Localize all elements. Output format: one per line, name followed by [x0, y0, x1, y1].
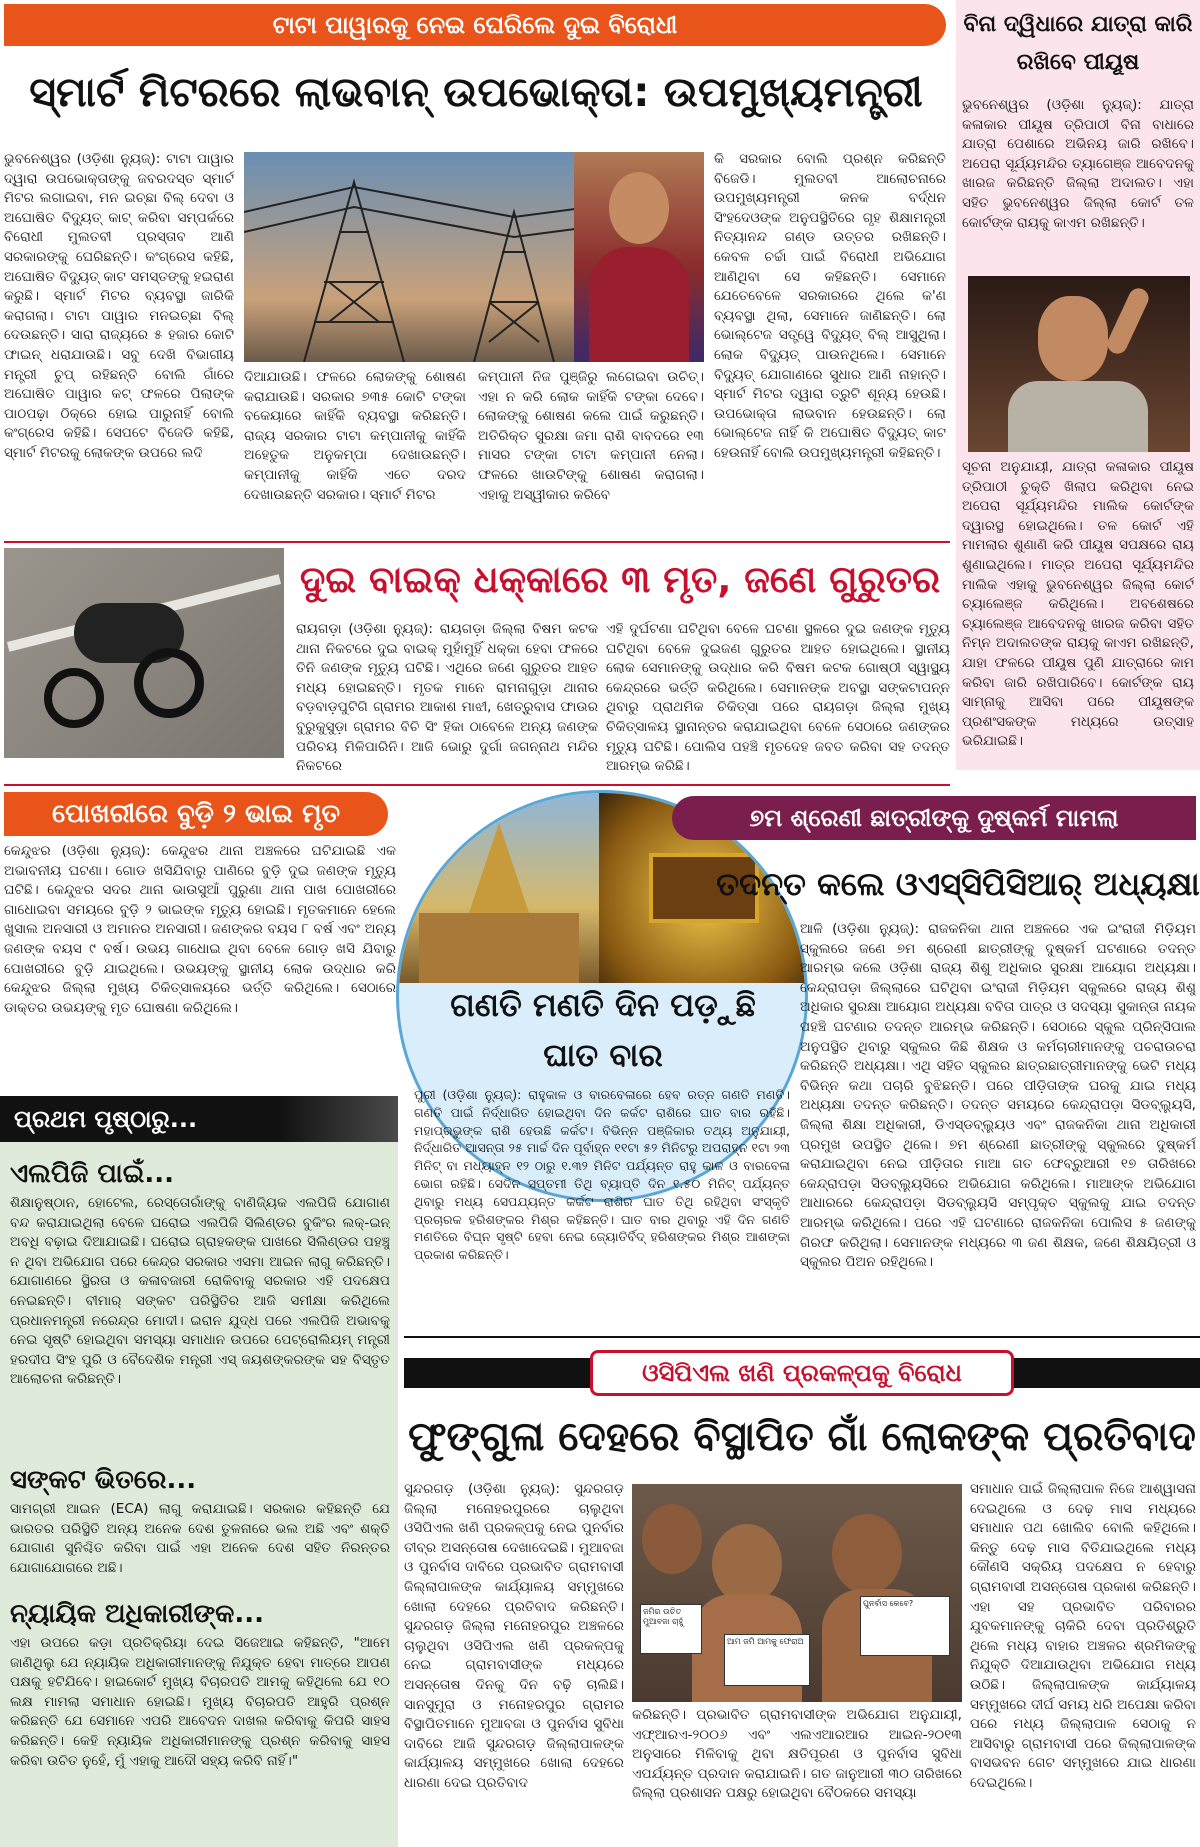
story1-headline: ସ୍ମାର୍ଟ ମିଟରରେ ଲାଭବାନ୍ ଉପଭୋକ୍ତା: ଉପମୁଖ୍ୟମନ୍ତ୍ରୀ — [29, 68, 923, 116]
politician-portrait-photo — [574, 152, 704, 362]
story1-col1: ଭୁବନେଶ୍ୱର (ଓଡ଼ିଶା ନ୍ୟୁଜ୍): ଟାଟା ପାୱାର ଦ୍ୱାରା ଉପଭୋକ୍ତାଙ୍କୁ ଜବରଦସ୍ତ ସ୍ମାର୍ଟ ମିଟର ଲଗାଇବା, ମନ ଇଚ୍ଛା ବିଲ୍ ଦେବା ଓ ଅଘୋଷିତ ବିଦ୍ୟୁତ୍ କାଟ୍ କରିବା ସମ୍ପର୍କରେ ବିରୋଧୀ ମୁଲତବୀ ପ୍ରସ୍ତାବ ଆଣି ସରକାରଙ୍କୁ ଘେରିଛନ୍ତି। କଂଗ୍ରେସ କହିଛି, ଅଘୋଷିତ ବିଦ୍ୟୁତ୍ କାଟ ସମସ୍ତଙ୍କୁ ହଇରାଣ କରୁଛି। ସ୍ମାର୍ଟ ମିଟର ବ୍ୟବସ୍ଥା ଜାରିକି କରାଗଲା। ଟାଟା ପାୱାର ମନଇଚ୍ଛା ବିଲ୍ ଦେଉଛନ୍ତି। ସାରା ରାଜ୍ୟରେ ୫ ହଜାର କୋଟି ଫାଇନ୍ ଧରାଯାଉଛି। ସବୁ ଦେଖି ବିଭାଗୀୟ ମନ୍ତ୍ରୀ ଚୁପ୍ ରହିଛନ୍ତି ବୋଲି ଗାଁରେ ଅଘୋଷିତ ପାୱାର କଟ୍ ଫଳରେ ପିଲାଙ୍କ ପାଠପଢ଼ା ଠିକ୍‌ରେ ହୋଇ ପାରୁନାହିଁ ବୋଲି କଂଗ୍ରେସ କହିଛି। ସେପଟେ ବିଜେଡି କହିଛି, ସ୍ମାର୍ଟ ମିଟରକୁ ଲୋକଙ୍କ ଉପରେ ଲଦି — [4, 151, 234, 461]
story3-headline-banner: ପୋଖରୀରେ ବୁଡ଼ି ୨ ଭାଇ ମୃତ — [4, 792, 388, 836]
continued-heading-judicial: ନ୍ୟାୟିକ ଅଧିକାରୀଙ୍କ... — [10, 1599, 265, 1629]
story5-headline: ତଦନ୍ତ କଲେ ଓଏସ୍‌ସିପିସିଆର୍ ଅଧ୍ୟକ୍ଷା — [716, 865, 1200, 903]
story1-col2: ଦିଆଯାଉଛି। ଫଳରେ ଲୋକଙ୍କୁ ଶୋଷଣ କରାଯାଉଛି। ସରକାର ୭୩୫ କୋଟି ଟଙ୍କା ବକେୟାରେ କାହିଁକି ବ୍ୟବସ୍ଥା କରିଛନ୍ତି। ରାଜ୍ୟ ସରକାର ଟାଟା କମ୍ପାନୀକୁ କାହିଁକି ଅହେତୁକ ଅନୁକମ୍ପା ଦେଖାଉଛନ୍ତି। କମ୍ପାନୀକୁ କାହିଁକି ଏତେ ଦରଦ ଦେଖାଉଛନ୍ତି ସରକାର। ସ୍ମାର୍ଟ ମିଟର — [244, 369, 466, 503]
continued-body-judicial: ଏହା ଉପରେ କଡ଼ା ପ୍ରତିକ୍ରିୟା ଦେଇ ସିଜେଆଇ କହିଛନ୍ତି, "ଆମେ ଜାଣିଥିଲୁ ଯେ ନ୍ୟାୟିକ ଅଧିକାରୀମାନଙ୍କୁ ନିଯୁକ୍ତ ହେବା ମାତ୍ରେ ଆପଣ ପକ୍ଷକୁ ହଟିଯିବେ। ହାଇକୋର୍ଟ ମୁଖ୍ୟ ବିଚାରପତି ଆମକୁ କହିଥିଲେ ଯେ ୧୦ ଲକ୍ଷ ମାମଲା ସମାଧାନ ହୋଇଛି। ମୁଖ୍ୟ ବିଚାରପତି ଆହୁରି ପ୍ରଶ୍ନ କରିଛନ୍ତି ଯେ ସେମାନେ ଏପରି ଆବେଦନ ଦାଖଲ କରିବାକୁ କିପରି ସାହସ କରିଛନ୍ତି। କେହି ନ୍ୟାୟିକ ଅଧିକାରୀମାନଙ୍କୁ ପ୍ରଶ୍ନ କରିବାକୁ ସାହସ କରିବା ଉଚିତ ନୁହେଁ, ମୁଁ ଏହାକୁ ଆଦୌ ସହ୍ୟ କରିବି ନାହିଁ।" — [10, 1635, 390, 1769]
side-story-intro: ଭୁବନେଶ୍ୱର (ଓଡ଼ିଶା ନ୍ୟୁଜ୍): ଯାତ୍ରା କଳାକାର ପୀୟୂଷ ତ୍ରିପାଠୀ ବିନା ବାଧାରେ ଯାତ୍ରା ପେଶାରେ ଅଭିନୟ ଜାରି ରଖିବେ। ଅପେରା ସୂର୍ଯ୍ୟମନ୍ଦିର ତ୍ୟାଗେଞ୍ଜ ଆବେଦନକୁ ଖାରଜ କରିଛନ୍ତି ଜିଲ୍ଲା ଅଦାଲତ। ଏହା ସହିତ ଭୁବନେଶ୍ୱର ଜିଲ୍ଲା କୋର୍ଟ ତଳ କୋର୍ଟଙ୍କ ରାୟକୁ କାଏମ ରଖିଛନ୍ତି। — [962, 97, 1194, 231]
story5-body: ଆଳି (ଓଡ଼ିଶା ନ୍ୟୁଜ୍): ରାଜକନିକା ଥାନା ଅଞ୍ଚଳରେ ଏକ ଇଂରାଜୀ ମିଡ଼ିୟମ ସ୍କୁଲରେ ଜଣେ ୭ମ ଶ୍ରେଣୀ ଛାତ୍ରୀଙ୍କୁ ଦୁଷ୍କର୍ମ ଘଟଣାରେ ତଦନ୍ତ ଆରମ୍ଭ କଲେ ଓଡ଼ିଶା ରାଜ୍ୟ ଶିଶୁ ଅଧିକାର ସୁରକ୍ଷା ଆୟୋଗ ଅଧ୍ୟକ୍ଷା। କେନ୍ଦ୍ରାପଡ଼ା ଜିଲ୍ଲାରେ ଘଟିଥିବା ଇଂରାଜୀ ମିଡ଼ିୟମ ସ୍କୁଲରେ ରାଜ୍ୟ ଶିଶୁ ଅଧିକାର ସୁରକ୍ଷା ଆୟୋଗ ଅଧ୍ୟକ୍ଷା ବବିତା ପାତ୍ର ଓ ସଦସ୍ୟା ସୁକାନ୍ତା ନାୟକ ପହଞ୍ଚି ଘଟଣାର ତଦନ୍ତ ଆରମ୍ଭ କରିଛନ୍ତି। ସେଠାରେ ସ୍କୁଲ ପ୍ରିନ୍ସିପାଲ ଅନୁପସ୍ଥିତ ଥିବାରୁ ସ୍କୁଲର କିଛି ଶିକ୍ଷକ ଓ କର୍ମଚାରୀମାନଙ୍କୁ ପଚରାଉଚରା କରିଛନ୍ତି ଅଧ୍ୟକ୍ଷା। ଏଥି ସହିତ ସ୍କୁଲର ଛାତ୍ରଛାତ୍ରୀମାନଙ୍କୁ ଭେଟି ମଧ୍ୟ ବିଭିନ୍ନ କଥା ପଚାରି ବୁଝିଛନ୍ତି। ପରେ ପୀଡ଼ିତାଙ୍କ ଘରକୁ ଯାଇ ମଧ୍ୟ ଅଧ୍ୟକ୍ଷା ତଦନ୍ତ କରିଛନ୍ତି। ତଦନ୍ତ ସମୟରେ କେନ୍ଦ୍ରାପଡ଼ା ସିଡବ୍ଲ୍ୟୁସି, ଜିଲ୍ଲା ଶିକ୍ଷା ଅଧିକାରୀ, ଡିଏସ୍‌ଡବ୍ଲ୍ୟୁଓ ଏବଂ ରାଜକନିକା ଥାନା ଅଧିକାରୀ ପ୍ରମୁଖ ଉପସ୍ଥିତ ଥିଲେ। ୭ମ ଶ୍ରେଣୀ ଛାତ୍ରୀଙ୍କୁ ସ୍କୁଲରେ ଦୁଷ୍କର୍ମ କରାଯାଇଥିବା ନେଇ ପୀଡ଼ିତାର ମାଆ ଗତ ଫେବ୍ରୁଆରୀ ୧୭ ତାରିଖରେ କେନ୍ଦ୍ରାପଡ଼ା ସିଡବ୍ଲ୍ୟୁସିରେ ଅଭିଯୋଗ କରିଥିଲେ। ମାଆଙ୍କ ଅଭିଯୋଗ ଆଧାରରେ କେନ୍ଦ୍ରାପଡ଼ା ସିଡବ୍ଲ୍ୟୁସି ସମ୍ପୃକ୍ତ ସ୍କୁଲକୁ ଯାଇ ତଦନ୍ତ ଆରମ୍ଭ କରିଥିଲେ। ପରେ ଏହି ଘଟଣାରେ ରାଜକନିକା ପୋଲିସ ୫ ଜଣଙ୍କୁ ଗିରଫ କରିଥିଲା। ସେମାନଙ୍କ ମଧ୍ୟରେ ୩ ଜଣ ଶିକ୍ଷକ, ଜଣେ ଶିକ୍ଷୟିତ୍ରୀ ଓ ସ୍କୁଲର ପିଅନ ରହିଥିଲେ। — [800, 921, 1196, 1271]
protest-placard: ଆମ ଜମି ଆମକୁ ଫେରାଅ — [724, 1634, 810, 1686]
story5-kicker: ୭ମ ଶ୍ରେଣୀ ଛାତ୍ରୀଙ୍କୁ ଦୁଷ୍କର୍ମ ମାମଲା — [672, 796, 1196, 840]
story6-col3: ସମାଧାନ ପାଇଁ ଜିଲ୍ଲାପାଳ ନିଜେ ଆଶ୍ୱାସନା ଦେଇଥିଲେ ଓ ଦେଢ଼ ମାସ ମଧ୍ୟରେ ସମାଧାନ ପଥ ଖୋଲିବ ବୋଲି କହିଥିଲେ। କିନ୍ତୁ ଦେଢ଼ ମାସ ବିତିଯାଇଥିଲେ ମଧ୍ୟ କୌଣସି ସକ୍ରିୟ ପଦକ୍ଷେପ ନ ହେବାରୁ ଗ୍ରାମବାସୀ ଅସନ୍ତୋଷ ପ୍ରକାଶ କରିଛନ୍ତି। ଏହା ସହ ପ୍ରଭାବିତ ପରିବାରର ଯୁବକମାନଙ୍କୁ ଚାକିରି ଦେବା ପ୍ରତିଶ୍ରୁତି ଥିଲେ ମଧ୍ୟ ବାହାର ଅଞ୍ଚଳର ଶ୍ରମିକଙ୍କୁ ନିଯୁକ୍ତି ଦିଆଯାଉଥିବା ଅଭିଯୋଗ ମଧ୍ୟ ଉଠିଛି। ଜିଲ୍ଲାପାଳଙ୍କ କାର୍ଯ୍ୟାଳୟ ସମ୍ମୁଖରେ ଦୀର୍ଘ ସମୟ ଧରି ଅପେକ୍ଷା କରିବା ପରେ ମଧ୍ୟ ଜିଲ୍ଲାପାଳ ସେଠାକୁ ନ ଆସିବାରୁ ଗ୍ରାମବାସୀ ପରେ ଜିଲ୍ଲାପାଳଙ୍କ ବାସଭବନ ଗେଟ ସମ୍ମୁଖରେ ଯାଇ ଧାରଣା ଦେଇଥିଲେ। — [970, 1481, 1196, 1791]
story1-col3: କମ୍ପାନୀ ନିଜ ପୁଞ୍ଜିରୁ ଲଗେଇବା ଉଚିତ୍। ଏହା ନ କରି ଲୋକ କାହିଁକି ଟଙ୍କା ଦେବେ। ଲୋକଙ୍କୁ ଶୋଷଣ କଲେ ପାଇଁ କରୁଛନ୍ତି। ଅତିରିକ୍ତ ସୁରକ୍ଷା ଜମା ରାଶି ବାବଦରେ ୧୩ ମାସର ଟଙ୍କା ଟାଟା କମ୍ପାନୀ ନେଲା। ଫଳରେ ଖାଉଟିଙ୍କୁ ଶୋଷଣ କରାଗଲା। ଏହାକୁ ଅସ୍ୱୀକାର କରିବେ — [478, 369, 704, 503]
protest-placard: ପୁନର୍ବାସ କେବେ? — [860, 1596, 950, 1656]
story4-body: ପୁରୀ (ଓଡ଼ିଶା ନ୍ୟୁଜ୍): ରାହୁକାଳ ଓ ବାରବେଳାରେ ହେବ ରତ୍ନ ଗଣତି ମଣତି। ଗଣତି ପାଇଁ ନିର୍ଦ୍ଧାରିତ ହୋଇଥିବା ଦିନ କର୍କଟ ରାଶିରେ ଘାତ ବାର ରହିଛି। ମହାପ୍ରଭୁଙ୍କ ରାଶି ହେଉଛି କର୍କଟ। ବିଭିନ୍ନ ପଞ୍ଜିକାର ତଥ୍ୟ ଅନୁଯାୟୀ, ନିର୍ଦ୍ଧାରିତ ଆସନ୍ତା ୨୫ ମାର୍ଚ୍ଚ ଦିନ ପୂର୍ବାହ୍ନ ୧୧ଟା ୫୨ ମିନିଟରୁ ଅପରାହ୍ନ ୧ଟା ୨୩ ମିନିଟ୍ ବା ମଧ୍ୟାହ୍ନ ୧୨ ଠାରୁ ୧.୩୨ ମିନିଟ ପର୍ଯ୍ୟନ୍ତ ରାହୁ କାଳ ଓ ବାରବେଳା ଭୋଗ ରହିଛି। ସେଦିନ ସପ୍ତମୀ ତିଥି ବ୍ୟାପ୍ତି ଦିନ ୧.୫୦ ମିନିଟ୍ ପର୍ଯ୍ୟନ୍ତ ଥିବାରୁ ମଧ୍ୟ ସେପଯ୍ୟନ୍ତ କର୍କଟ ରାଶିର ଘାତ ତିଥି ରହିଥିବା ସଂସ୍କୃତି ପ୍ରଚାରକ ହରିଶଙ୍କର ମିଶ୍ର କହିଛନ୍ତି। ଘାତ ବାର ଥିବାରୁ ଏହି ଦିନ ଗଣତି ମଣତିରେ ବିଘ୍ନ ସୃଷ୍ଟି ହେବା ନେଇ ଜ୍ୟୋତିର୍ବିଦ୍ ହରିଶଙ୍କର ମିଶ୍ର ଆଶଙ୍କା ପ୍ରକାଶ କରିଛନ୍ତି। — [414, 1087, 790, 1263]
continued-body-lpg: ଶିକ୍ଷାନୁଷ୍ଠାନ, ହୋଟେଲ, ରେସ୍ତୋରାଁଙ୍କୁ ବାଣିଜ୍ୟିକ ଏଲପିଜି ଯୋଗାଣ ବନ୍ଦ କରାଯାଇଥିଲା ବେଳେ ଘରୋଇ ଏଲପିଜି ସିଲିଣ୍ଡର ବୁକିଂର ଲକ୍-ଇନ୍ ଅବଧି ବଢ଼ାଇ ଦିଆଯାଇଛି। ଘରୋଇ ଗ୍ରାହକଙ୍କ ପାଖରେ ସିଲିଣ୍ଡର ପହଞ୍ଚୁ ନ ଥିବା ଅଭିଯୋଗ ପରେ କେନ୍ଦ୍ର ସରକାର ଏସମା ଆଇନ ଲାଗୁ କରିଛନ୍ତି। ଯୋଗାଣରେ ସ୍ଥିରତା ଓ କଳାବଜାରୀ ରୋକିବାକୁ ସରକାର ଏହି ପଦକ୍ଷେପ ନେଇଛନ୍ତି। ବୀମାର୍ ସଙ୍କଟ ପରିସ୍ଥିତିର ଆଜି ସମୀକ୍ଷା କରିଥିଲେ ପ୍ରଧାନମନ୍ତ୍ରୀ ନରେନ୍ଦ୍ର ମୋଦୀ। ଇରାନ ଯୁଦ୍ଧ ପରେ ଏଲପିଜି ଅଭାବକୁ ନେଇ ସୃଷ୍ଟି ହୋଇଥିବା ସମସ୍ୟା ସମାଧାନ ଉପରେ ପେଟ୍ରୋଲିୟମ୍ ମନ୍ତ୍ରୀ ହରଦୀପ ସିଂହ ପୁରି ଓ ବୈଦେଶିକ ମନ୍ତ୍ରୀ ଏସ୍ ଜୟଶଙ୍କରଙ୍କ ସହ ବିସ୍ତୃତ ଆଲୋଚନା କରିଛନ୍ତି। — [10, 1195, 390, 1388]
story6-headline: ଫୁଙ୍ଗୁଳା ଦେହରେ ବିସ୍ଥାପିତ ଗାଁ ଲୋକଙ୍କ ପ୍ରତିବାଦ — [408, 1414, 1196, 1460]
story1-kicker: ଟାଟା ପାୱାରକୁ ନେଇ ଘେରିଲେ ଦୁଇ ବିରୋଧୀ — [4, 4, 946, 46]
story2-col2: ଏହି ଦୁର୍ଘଟଣା ଘଟିଥିବା ବେଳେ ଘଟଣା ସ୍ଥଳରେ ଦୁଇ ଜଣଙ୍କ ମୃତ୍ୟୁ ଘଟିଥିବା ବେଳେ ଦୁଇଜଣ ଗୁରୁତର ଆହତ ହୋଇଥିଲେ। ସ୍ଥାନୀୟ ଲୋକ ସେମାନଙ୍କୁ ଉଦ୍ଧାର କରି ବିଷମ କଟକ ଗୋଷ୍ଠୀ ସ୍ୱାସ୍ଥ୍ୟ କେନ୍ଦ୍ରରେ ଭର୍ତ୍ତି କରିଥିଲେ। ସେମାନଙ୍କ ଅବସ୍ଥା ସଙ୍କଟାପନ୍ନ ଥିବାରୁ ପ୍ରାଥମିକ ଚିକିତ୍ସା ପରେ ରାୟଗଡ଼ା ଜିଲ୍ଲା ମୁଖ୍ୟ ଚିକିତ୍ସାଳୟ ସ୍ଥାନାନ୍ତର କରାଯାଇଥିବା ବେଳେ ସେଠାରେ ଜଣଙ୍କର ମୃତ୍ୟୁ ଘଟିଛି। ପୋଲିସ ପହଞ୍ଚି ମୃତଦେହ ଜବତ କରିବା ସହ ତଦନ୍ତ ଆରମ୍ଭ କରିଛି। — [606, 621, 950, 775]
continued-heading-crisis: ସଙ୍କଟ ଭିତରେ... — [10, 1465, 197, 1495]
power-tower-photo — [244, 152, 704, 362]
story1-col4: କି ସରକାର ବୋଲି ପ୍ରଶ୍ନ କରିଛନ୍ତି ବିଜେଡି। ମୁଲତବୀ ଆଲୋଚନାରେ ଉପମୁଖ୍ୟମନ୍ତ୍ରୀ କନକ ବର୍ଦ୍ଧନ ସିଂହଦେଓଙ୍କ ଅନୁପସ୍ଥିତିରେ ଗୃହ ଶିକ୍ଷାମନ୍ତ୍ରୀ ନିତ୍ୟାନନ୍ଦ ଗଣ୍ଡ ଉତ୍ତର ରଖିଛନ୍ତି। କେବଳ ଚର୍ଚ୍ଚା ପାଇଁ ବିରୋଧୀ ଅଭିଯୋଗ ଆଣିଥିବା ସେ କହିଛନ୍ତି। ସେମାନେ ଯେତେବେଳେ ସରକାରରେ ଥିଲେ କ'ଣ ବ୍ୟବସ୍ଥା ଥିଲା, ସେମାନେ ଜାଣିଛନ୍ତି। ଲୋ ଭୋଲ୍ଟେଜ ସତ୍ତ୍ୱେ ବିଦ୍ୟୁତ୍ ବିଲ୍ ଆସୁଥିଲା। ଲୋକ ବିଦ୍ୟୁତ୍ ପାଉନଥିଲେ। ସେମାନେ ବିଦ୍ୟୁତ୍ ଯୋଗାଣରେ ସୁଧାର ଆଣି ନାହାନ୍ତି। ସ୍ମାର୍ଟ ମିଟର ଦ୍ୱାରା ତ୍ରୁଟି ଶୂନ୍ୟ ହେଉଛି। ଉପଭୋକ୍ତା ଲାଭବାନ ହେଉଛନ୍ତି। ଲୋ ଭୋଲ୍ଟେଜ ନାହିଁ କି ଅଘୋଷିତ ବିଦ୍ୟୁତ୍ କାଟ ହେଉନାହିଁ ବୋଲି ଉପମୁଖ୍ୟମନ୍ତ୍ରୀ କହିଛନ୍ତି। — [714, 151, 946, 461]
side-story-body: ସୂଚନା ଅନୁଯାୟୀ, ଯାତ୍ରା କଳାକାର ପୀୟୂଷ ତ୍ରିପାଠୀ ଚୁକ୍ତି ଖିଲାପ କରିଥିବା ନେଇ ଅପେରା ସୂର୍ଯ୍ୟମନ୍ଦିର ମାଲିକ କୋର୍ଟଙ୍କ ଦ୍ୱାରସ୍ଥ ହୋଇଥିଲେ। ତଳ କୋର୍ଟ ଏହି ମାମଲାର ଶୁଣାଣି କରି ପୀୟୂଷ ସପକ୍ଷରେ ରାୟ ଶୁଣାଇଥିଲେ। ମାତ୍ର ଅପେରା ସୂର୍ଯ୍ୟମନ୍ଦିର ମାଲିକ ଏହାକୁ ଭୁବନେଶ୍ୱର ଜିଲ୍ଲା କୋର୍ଟ ଚ୍ୟାଲେଞ୍ଜ କରିଥିଲେ। ଅବଶେଷରେ ଚ୍ୟାଲେଞ୍ଜ ଆବେଦନକୁ ଖାରଜ କରିବା ସହିତ ନିମ୍ନ ଅଦାଲତଙ୍କ ରାୟକୁ କାଏମ ରଖିଛନ୍ତି, ଯାହା ଫଳରେ ପୀୟୂଷ ପୁଣି ଯାତ୍ରାରେ କାମ କରିବା ଜାରି ରଖିପାରିବେ। କୋର୍ଟଙ୍କ ରାୟ ସାମ୍ନାକୁ ଆସିବା ପରେ ପୀୟୂଷଙ୍କ ପ୍ରଶଂସକଙ୍କ ମଧ୍ୟରେ ଉତ୍ସାହ ଭରିଯାଇଛି। — [962, 459, 1194, 750]
story6-col1: ସୁନ୍ଦରଗଡ଼ (ଓଡ଼ିଶା ନ୍ୟୁଜ୍): ସୁନ୍ଦରଗଡ଼ ଜିଲ୍ଲା ମନୋହରପୁରରେ ଚାଲୁଥିବା ଓସିପିଏଲ ଖଣି ପ୍ରକଳ୍ପକୁ ନେଇ ପୁନର୍ବାର ତୀବ୍ର ଅସନ୍ତୋଷ ଦେଖାଦେଇଛି। ମୁଆବଜା ଓ ପୁନର୍ବାସ ଦାବିରେ ପ୍ରଭାବିତ ଗ୍ରାମବାସୀ ଜିଲ୍ଲାପାଳଙ୍କ କାର୍ଯ୍ୟାଳୟ ସମ୍ମୁଖରେ ଖୋଲା ଦେହରେ ପ୍ରତିବାଦ କରିଛନ୍ତି। ସୁନ୍ଦରଗଡ଼ ଜିଲ୍ଲା ମନୋହରପୁର ଅଞ୍ଚଳରେ ଚାଲୁଥିବା ଓସିପିଏଲ ଖଣି ପ୍ରକଳ୍ପକୁ ନେଇ ଗ୍ରାମବାସୀଙ୍କ ମଧ୍ୟରେ ଅସନ୍ତୋଷ ଦିନକୁ ଦିନ ବଢ଼ି ଚାଲିଛି। ସାନସୁମୁରା ଓ ମନୋହରପୁର ଗ୍ରାମର ବିସ୍ଥାପିତମାନେ ମୁଆବଜା ଓ ପୁନର୍ବାସ ସୁବିଧା ଦାବିରେ ଆଜି ସୁନ୍ଦରଗଡ଼ ଜିଲ୍ଲାପାଳଙ୍କ କାର୍ଯ୍ୟାଳୟ ସମ୍ମୁଖରେ ଖୋଲା ଦେହରେ ଧାରଣା ଦେଇ ପ୍ରତିବାଦ — [404, 1481, 624, 1791]
story3-body: କେନ୍ଦୁଝର (ଓଡ଼ିଶା ନ୍ୟୁଜ୍): କେନ୍ଦୁଝର ଥାନା ଅଞ୍ଚଳରେ ଘଟିଯାଇଛି ଏକ ଅଭାବନୀୟ ଘଟଣା। ଗୋଡ ଖସିଯିବାରୁ ପାଣିରେ ବୁଡ଼ି ଦୁଇ ଜଣଙ୍କ ମୃତ୍ୟୁ ଘଟିଛି। କେନ୍ଦୁଝର ସଦର ଥାନା ଭାଉସୁଆଁ ପୁରୁଣା ଥାନା ପାଖ ପୋଖରୀରେ ଗାଧୋଇବା ସମୟରେ ବୁଡ଼ି ୨ ଭାଇଙ୍କ ମୃତ୍ୟୁ ହୋଇଛି। ମୃତକମାନେ ହେଲେ ଖୁସାଲ ଅନସାରୀ ଓ ଅମାନର ଅନସାରୀ। ଜଣଙ୍କର ବୟସ ୮ ବର୍ଷ ଏବଂ ଅନ୍ୟ ଜଣଙ୍କ ବୟସ ୯ ବର୍ଷ। ଉଭୟ ଗାଧୋଇ ଥିବା ବେଳେ ଗୋଡ଼ ଖସି ଯିବାରୁ ପୋଖରୀରେ ବୁଡ଼ି ଯାଇଥିଲେ। ଉଭୟଙ୍କୁ ସ୍ଥାନୀୟ ଲୋକ ଉଦ୍ଧାର କରି କେନ୍ଦୁଝର ଜିଲ୍ଲା ମୁଖ୍ୟ ଚିକିତ୍ସାଳୟରେ ଭର୍ତ୍ତି କରିଥିଲେ। ସେଠାରେ ଡାକ୍ତର ଉଭୟଙ୍କୁ ମୃତ ଘୋଷଣା କରିଥିଲେ। — [4, 843, 396, 1016]
temple-photo — [399, 793, 599, 983]
actor-portrait-photo — [968, 276, 1190, 452]
protest-photo — [632, 1484, 962, 1702]
story2-col1: ରାୟଗଡ଼ା (ଓଡ଼ିଶା ନ୍ୟୁଜ୍): ରାୟଗଡ଼ା ଜିଲ୍ଲା ବିଷମ କଟକ ଥାନା ନିକଟରେ ଦୁଇ ବାଇକ୍ ମୁହାଁମୁହିଁ ଧକ୍କା ହେବା ଫଳରେ ତିନି ଜଣଙ୍କ ମୃତ୍ୟୁ ଘଟିଛି। ଏଥିରେ ଜଣେ ଗୁରୁତର ଆହତ ମଧ୍ୟ ହୋଇଛନ୍ତି। ମୃତକ ମାନେ ରାମନାଗୁଡ଼ା ଥାନାର ବଡ଼ବାଡ଼ପୁଟିଗି ଗ୍ରାମର ଆକାଶ ମାଝୀ, ଖେତ୍ରୁବାସ ଫାଉର ବୁରୁକୁସୁଡ଼ା ଗ୍ରାମର ବିଚି ସିଂ ହିକା ଠାବେଳେ ଅନ୍ୟ ଜଣଙ୍କ ପରିଚୟ ମିଳିପାରିନି। ଆଜି ଭୋରୁ ଦୁର୍ଗା ଜଗନ୍ନାଥ ମନ୍ଦିର ନିକଟରେ — [296, 621, 598, 775]
continued-body-crisis: ସାମଗ୍ରୀ ଆଇନ (ECA) ଲାଗୁ କରାଯାଇଛି। ସରକାର କହିଛନ୍ତି ଯେ ଭାରତର ପରିସ୍ଥିତି ଅନ୍ୟ ଅନେକ ଦେଶ ତୁଳନାରେ ଭଲ ଅଛି ଏବଂ ଶକ୍ତି ଯୋଗାଣ ସୁନିଶ୍ଚିତ କରିବା ପାଇଁ ଏହା ଅନେକ ଦେଶ ସହିତ ନିରନ୍ତର ଯୋଗାଯୋଗରେ ଅଛି। — [10, 1501, 390, 1576]
protest-placard: ଜମିର ଉଚିତ ମୁଆବଜା ଚାହୁଁ — [640, 1604, 702, 1654]
crashed-bike-photo — [4, 548, 284, 758]
story6-kicker: ଓସିପିଏଲ ଖଣି ପ୍ରକଳ୍ପକୁ ବିରୋଧ — [590, 1350, 1014, 1396]
side-story-headline: ବିନା ଦ୍ୱିଧାରେ ଯାତ୍ରା କାରି ରଖିବେ ପୀୟୂଷ — [963, 12, 1193, 75]
continued-heading-lpg: ଏଲପିଜି ପାଇଁ... — [10, 1159, 175, 1189]
story6-col2: କରିଛନ୍ତି। ପ୍ରଭାବିତ ଗ୍ରାମବାସୀଙ୍କ ଅଭିଯୋଗ ଅନୁଯାୟୀ, ଏଫ୍‌ଆରଏ-୨୦୦୬ ଏବଂ ଏଲଏଆରଆର ଆଇନ-୨୦୧୩ ଅନୁସାରେ ମିଳିବାକୁ ଥିବା କ୍ଷତିପୂରଣ ଓ ପୁନର୍ବାସ ସୁବିଧା ଏପର୍ଯ୍ୟନ୍ତ ପ୍ରଦାନ କରାଯାଇନି। ଗତ ଜାନୁଆରୀ ୩୦ ତାରିଖରେ ଜିଲ୍ଲା ପ୍ରଶାସନ ପକ୍ଷରୁ ହୋଇଥିବା ବୈଠକରେ ସମସ୍ୟା — [632, 1707, 962, 1802]
continued-banner: ପ୍ରଥମ ପୃଷ୍ଠାରୁ... — [0, 1096, 398, 1142]
story2-headline: ଦୁଇ ବାଇକ୍ ଧକ୍କାରେ ୩ ମୃତ, ଜଣେ ଗୁରୁତର — [299, 558, 941, 601]
story4-headline: ଗଣତି ମଣତି ଦିନ ପଡ଼ୁଛି ଘାତ ବାର — [450, 986, 756, 1074]
